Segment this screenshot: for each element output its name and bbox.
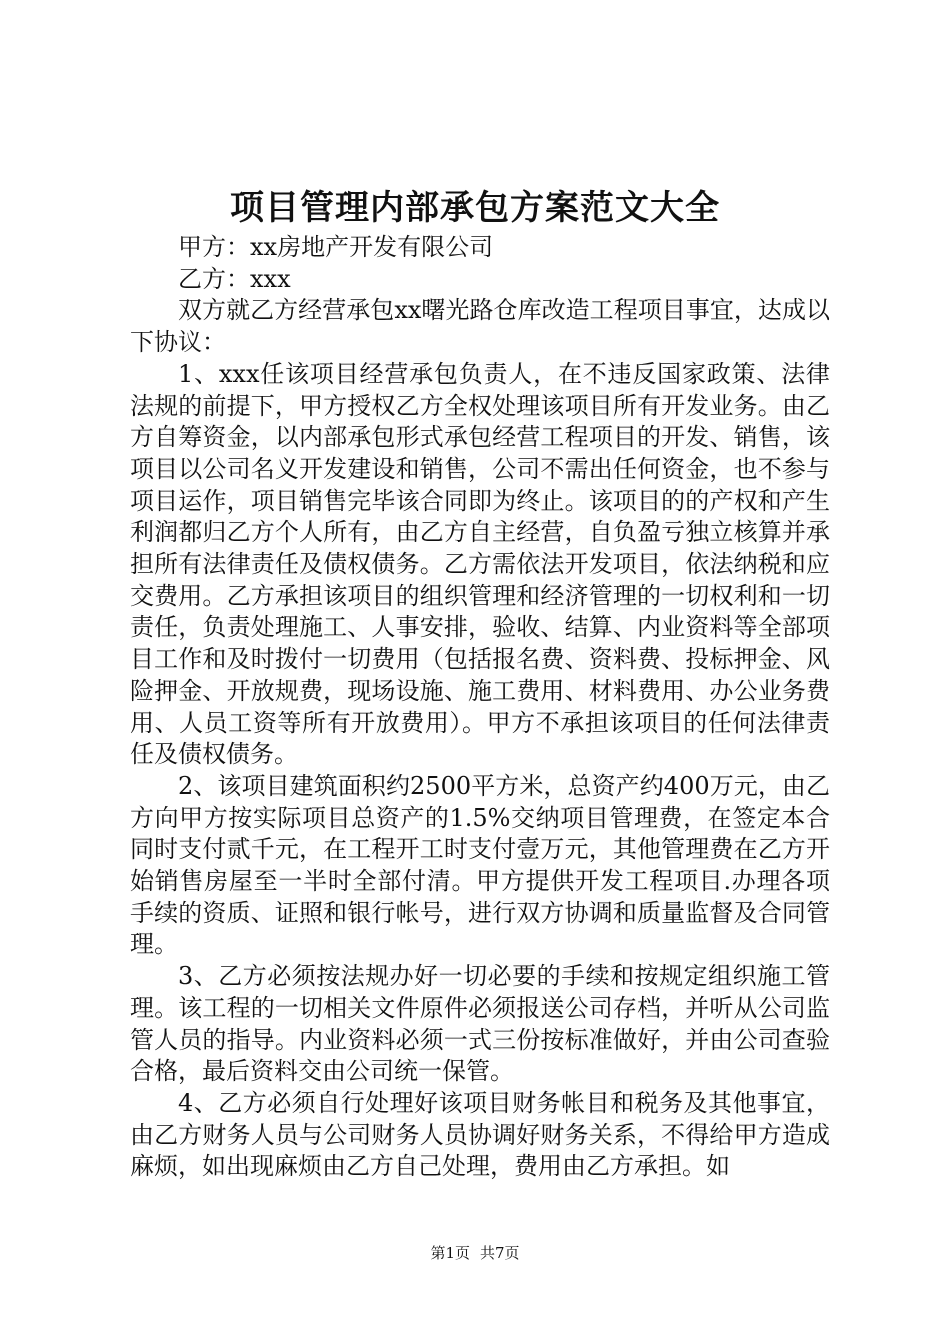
clause-4-paragraph: 4、乙方必须自行处理好该项目财务帐目和税务及其他事宜，由乙方财务人员与公司财务人员协调好财务关系，不得给甲方造成麻烦，如出现麻烦由乙方自己处理，费用由乙方承担。如 — [130, 1088, 830, 1181]
party-b-line: 乙方：xxx — [178, 264, 291, 293]
document-body — [130, 232, 830, 1183]
clause-1-paragraph: 1、xxx任该项目经营承包负责人，在不违反国家政策、法律法规的前提下，甲方授权乙方全权处理该项目所有开发业务。由乙方自筹资金，以内部承包形式承包经营工程项目的开发、销售，该项目以公司名义开发建设和销售，公司不需出任何资金，也不参与项目运作，项目销售完毕该合同即为终止。该项目的的产权和产生利润都归乙方个人所有，由乙方自主经营，自负盈亏独立核算并承担所有法律责任及债权债务。乙方需依法开发项目，依法纳税和应交费用。乙方承担该项目的组织管理和经济管理的一切权利和一切责任，负责处理施工、人事安排，验收、结算、内业资料等全部项目工作和及时拨付一切费用（包括报名费、资料费、投标押金、风险押金、开放规费，现场设施、施工费用、材料费用、办公业务费用、人员工资等所有开放费用）。甲方不承担该项目的任何法律责任及债权债务。 — [130, 359, 830, 769]
page-total: 共7页 — [480, 1244, 520, 1262]
clause-2-paragraph: 2、该项目建筑面积约2500平方米，总资产约400万元，由乙方向甲方按实际项目总资产的1.5%交纳项目管理费，在签定本合同时支付贰千元，在工程开工时支付壹万元，其他管理费在乙方开始销售房屋至一半时全部付清。甲方提供开发工程项目.办理各项手续的资质、证照和银行帐号，进行双方协调和质量监督及合同管理。 — [130, 771, 830, 959]
party-a-line: 甲方：xx房地产开发有限公司 — [178, 233, 494, 261]
agreement-intro-paragraph: 双方就乙方经营承包xx曙光路仓库改造工程项目事宜，达成以下协议： — [130, 296, 830, 357]
page-number: 第1页 — [430, 1244, 470, 1262]
document-title: 项目管理内部承包方案范文大全 — [230, 188, 720, 228]
clause-3-paragraph: 3、乙方必须按法规办好一切必要的手续和按规定组织施工管理。该工程的一切相关文件原件必须报送公司存档，并听从公司监管人员的指导。内业资料必须一式三份按标准做好，并由公司查验合格，最后资料交由公司统一保管。 — [130, 962, 830, 1086]
page-footer — [0, 1243, 950, 1263]
